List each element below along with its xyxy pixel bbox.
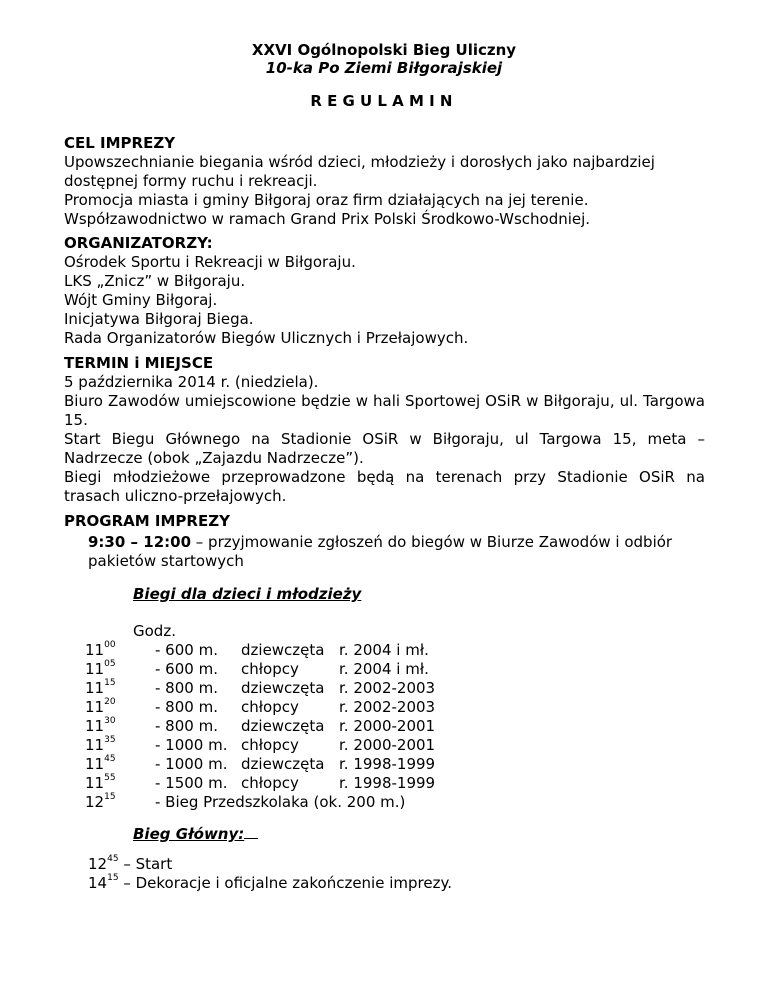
race-group: dziewczęta — [241, 717, 325, 735]
section-cel — [64, 134, 705, 229]
text-line: Wójt Gminy Biłgoraj. — [64, 291, 218, 309]
race-year: r. 2002-2003 — [339, 679, 436, 697]
section-termin — [64, 354, 705, 506]
race-time: $11^{35}$ — [85, 735, 116, 754]
youth-races-text: Biegi młodzieżowe przeprowadzone będą na terenach przy Stadionie OSiR na trasach uliczno-przełajowych. — [64, 468, 705, 505]
race-row — [85, 659, 429, 679]
race-row — [85, 716, 436, 736]
registration-time: 9:30 – 12:00 — [88, 533, 192, 551]
event-title: XXVI Ogólnopolski Bieg Uliczny — [251, 41, 517, 59]
race-time: $11^{00}$ — [85, 640, 116, 659]
start-text: Start Biegu Głównego na Stadionie OSiR w Biłgoraju, ul Targowa 15, meta – Nadrzecze (obok „Zajazdu Nadrzecze”). — [64, 430, 705, 467]
race-group: dziewczęta — [241, 755, 325, 773]
race-time: $11^{45}$ — [85, 754, 116, 773]
race-row — [85, 754, 436, 774]
race-distance: - 800 m. — [155, 698, 218, 716]
main-race-schedule — [88, 855, 452, 893]
section-heading: PROGRAM IMPREZY — [64, 512, 230, 530]
text-line: LKS „Znicz” w Biłgoraju. — [64, 272, 246, 290]
section-heading: ORGANIZATORZY: — [64, 234, 213, 252]
race-distance: - 1000 m. — [155, 755, 228, 773]
race-distance: - 800 m. — [155, 679, 218, 697]
race-time: $11^{15}$ — [85, 678, 116, 697]
race-group: chłopcy — [241, 736, 299, 754]
text-line: Promocja miasta i gminy Biłgoraj oraz firm działających na jej terenie. — [64, 191, 589, 209]
text-line: dostępnej formy ruchu i rekreacji. — [64, 172, 318, 190]
race-year: r. 2004 i mł. — [339, 660, 429, 678]
race-group: dziewczęta — [241, 641, 325, 659]
race-distance: - 1000 m. — [155, 736, 228, 754]
race-time: $12^{15}$ — [85, 792, 116, 811]
section-program — [64, 512, 705, 531]
race-group: chłopcy — [241, 660, 299, 678]
race-group: chłopcy — [241, 774, 299, 792]
race-distance: - 800 m. — [155, 717, 218, 735]
race-distance: - 1500 m. — [155, 774, 228, 792]
race-time: $11^{05}$ — [85, 659, 116, 678]
text-line: Współzawodnictwo w ramach Grand Prix Polski Środkowo-Wschodniej. — [64, 210, 591, 228]
section-organizatorzy — [64, 234, 705, 348]
kids-races-heading: Biegi dla dzieci i młodzieży — [133, 585, 362, 603]
race-row — [85, 697, 436, 717]
text-line: Upowszechnianie biegania wśród dzieci, młodzieży i dorosłych jako najbardziej — [64, 153, 655, 171]
biuro-text: Biuro Zawodów umiejscowione będzie w hali Sportowej OSiR w Biłgoraju, ul. Targowa 15. — [64, 392, 705, 429]
race-time: $11^{55}$ — [85, 773, 116, 792]
section-heading: TERMIN i MIEJSCE — [64, 354, 214, 372]
final-row: $12^{45}$ – Start — [88, 854, 173, 873]
race-time: $11^{30}$ — [85, 716, 116, 735]
race-group: chłopcy — [241, 698, 299, 716]
race-year: r. 1998-1999 — [339, 774, 436, 792]
race-distance: - 600 m. — [155, 660, 218, 678]
registration-desc: – przyjmowanie zgłoszeń do biegów w Biurze Zawodów i odbiór pakietów startowych — [88, 533, 673, 570]
event-subtitle: 10-ka Po Ziemi Biłgorajskiej — [265, 59, 503, 77]
race-year: r. 2000-2001 — [339, 717, 436, 735]
race-group: dziewczęta — [241, 679, 325, 697]
race-row — [85, 735, 436, 755]
event-date: 5 października 2014 r. (niedziela). — [64, 373, 319, 391]
race-year: r. 2000-2001 — [339, 736, 436, 754]
godz-label: Godz. — [133, 622, 176, 640]
preschool-race: - Bieg Przedszkolaka (ok. 200 m.) — [155, 793, 406, 811]
regulamin-heading: REGULAMIN — [310, 92, 458, 110]
race-row — [85, 792, 406, 812]
race-distance: - 600 m. — [155, 641, 218, 659]
race-year: r. 2004 i mł. — [339, 641, 429, 659]
text-line: Rada Organizatorów Biegów Ulicznych i Przełajowych. — [64, 329, 469, 347]
final-row: $14^{15}$ – Dekoracje i oficjalne zakończenie imprezy. — [88, 873, 452, 892]
text-line: Ośrodek Sportu i Rekreacji w Biłgoraju. — [64, 253, 356, 271]
race-row — [85, 678, 436, 698]
text-line: Inicjatywa Biłgoraj Biega. — [64, 310, 254, 328]
race-time: $11^{20}$ — [85, 697, 116, 716]
race-schedule — [85, 640, 436, 812]
race-row — [85, 773, 436, 793]
race-row — [85, 640, 429, 660]
race-year: r. 1998-1999 — [339, 755, 436, 773]
main-race-heading: Bieg Główny: — [133, 824, 258, 844]
section-heading: CEL IMPREZY — [64, 134, 176, 152]
registration-info — [88, 533, 704, 571]
race-year: r. 2002-2003 — [339, 698, 436, 716]
